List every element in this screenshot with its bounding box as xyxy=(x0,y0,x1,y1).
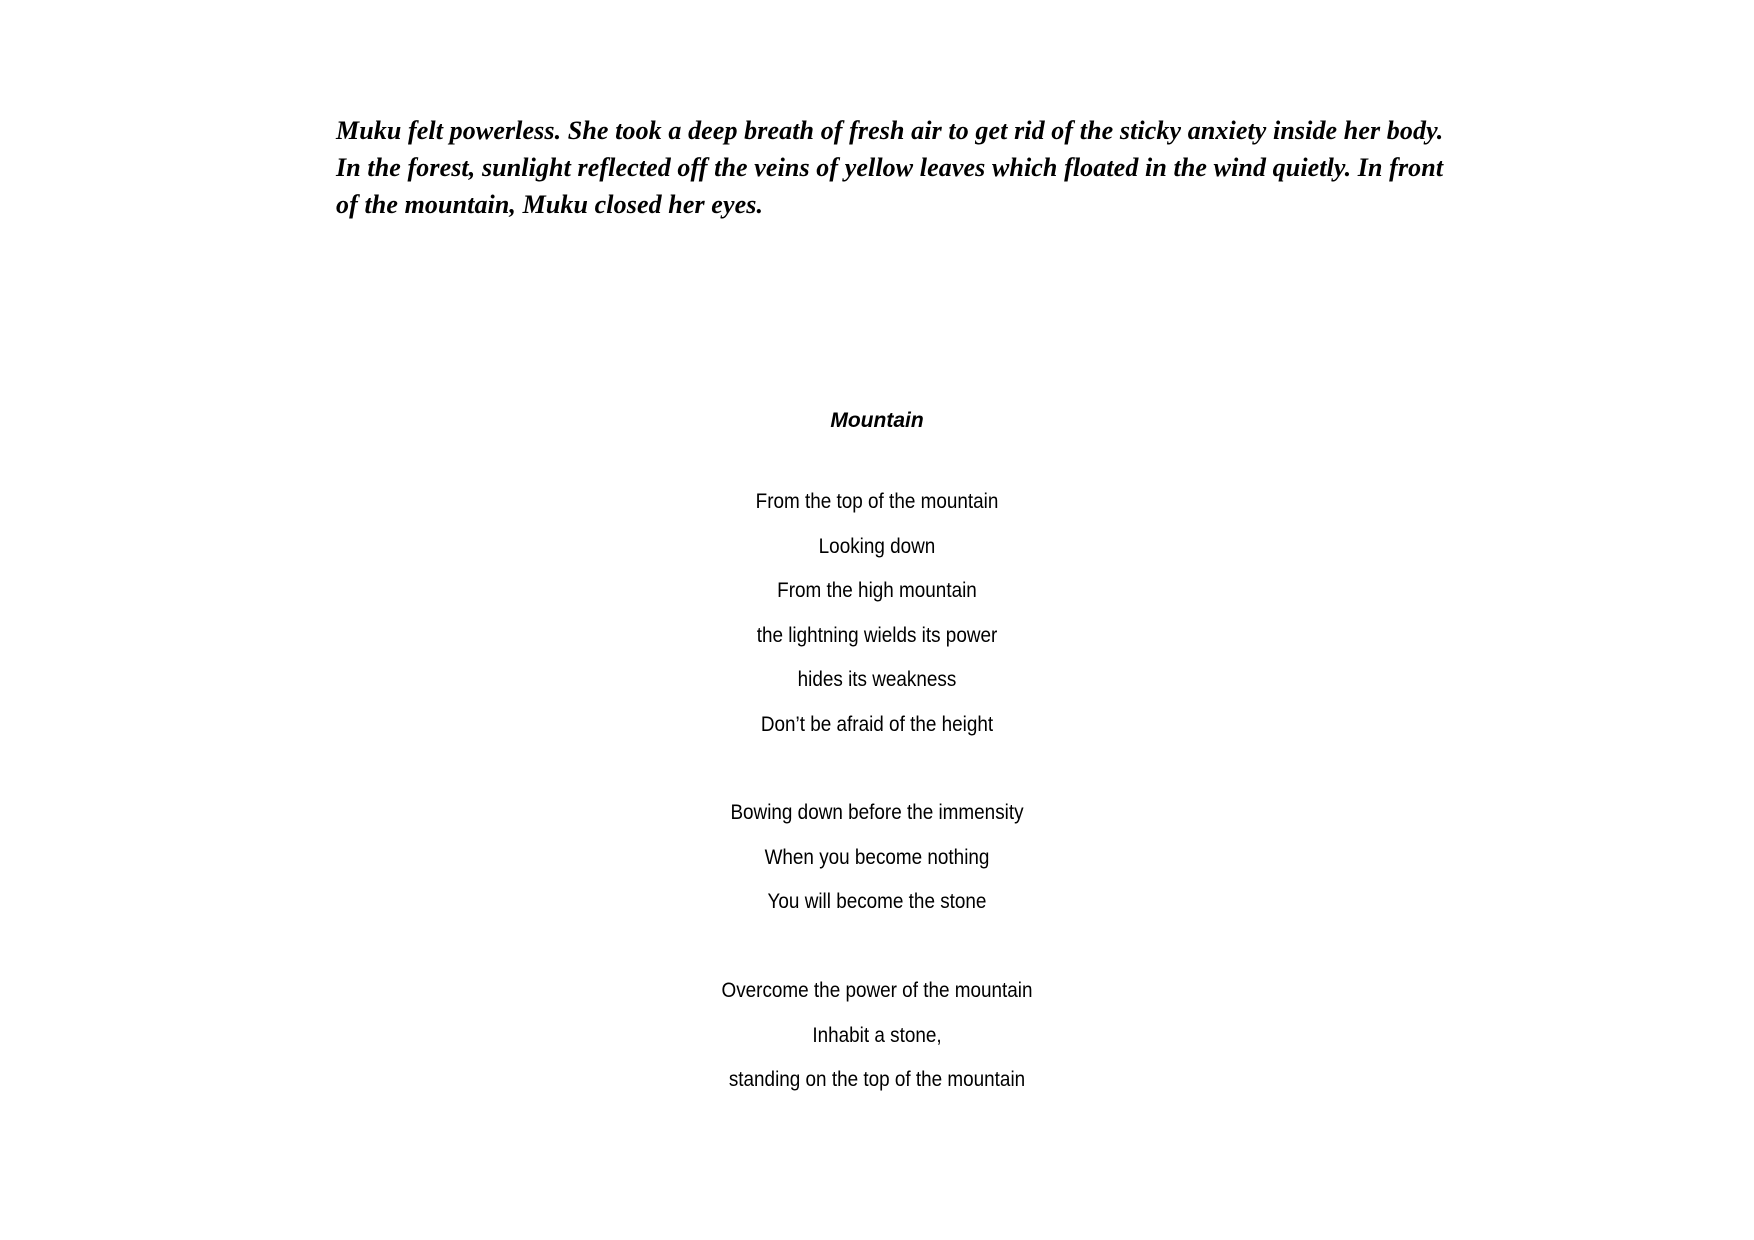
poem-line: From the top of the mountain xyxy=(755,490,999,513)
poem-line: Inhabit a stone, xyxy=(812,1023,942,1047)
poem-line: Bowing down before the immensity xyxy=(730,801,1024,824)
poem-line: When you become nothing xyxy=(764,845,990,869)
poem-stanza xyxy=(0,800,1754,934)
poem-line: Overcome the power of the mountain xyxy=(721,979,1033,1002)
intro-paragraph: Muku felt powerless. She took a deep breath of fresh air to get rid of the sticky anxiety inside her body. xyxy=(336,116,1444,145)
poem-stanza xyxy=(0,978,1754,1112)
poem-title: Mountain xyxy=(830,409,924,432)
poem-line: Looking down xyxy=(818,534,936,558)
poem-stanza xyxy=(0,489,1754,757)
poem-line: hides its weakness xyxy=(797,668,957,692)
poem-line: standing on the top of the mountain xyxy=(728,1068,1026,1092)
poem-line: From the high mountain xyxy=(777,579,977,603)
poem-line: You will become the stone xyxy=(767,890,987,914)
poem-line: the lightning wields its power xyxy=(756,623,998,647)
intro-paragraph: In the forest, sunlight reflected off the veins of yellow leaves which floated in the wind quietly. In front of the mountain, Muku closed her eyes. xyxy=(336,153,1444,219)
poem-line: Don’t be afraid of the height xyxy=(760,712,994,736)
